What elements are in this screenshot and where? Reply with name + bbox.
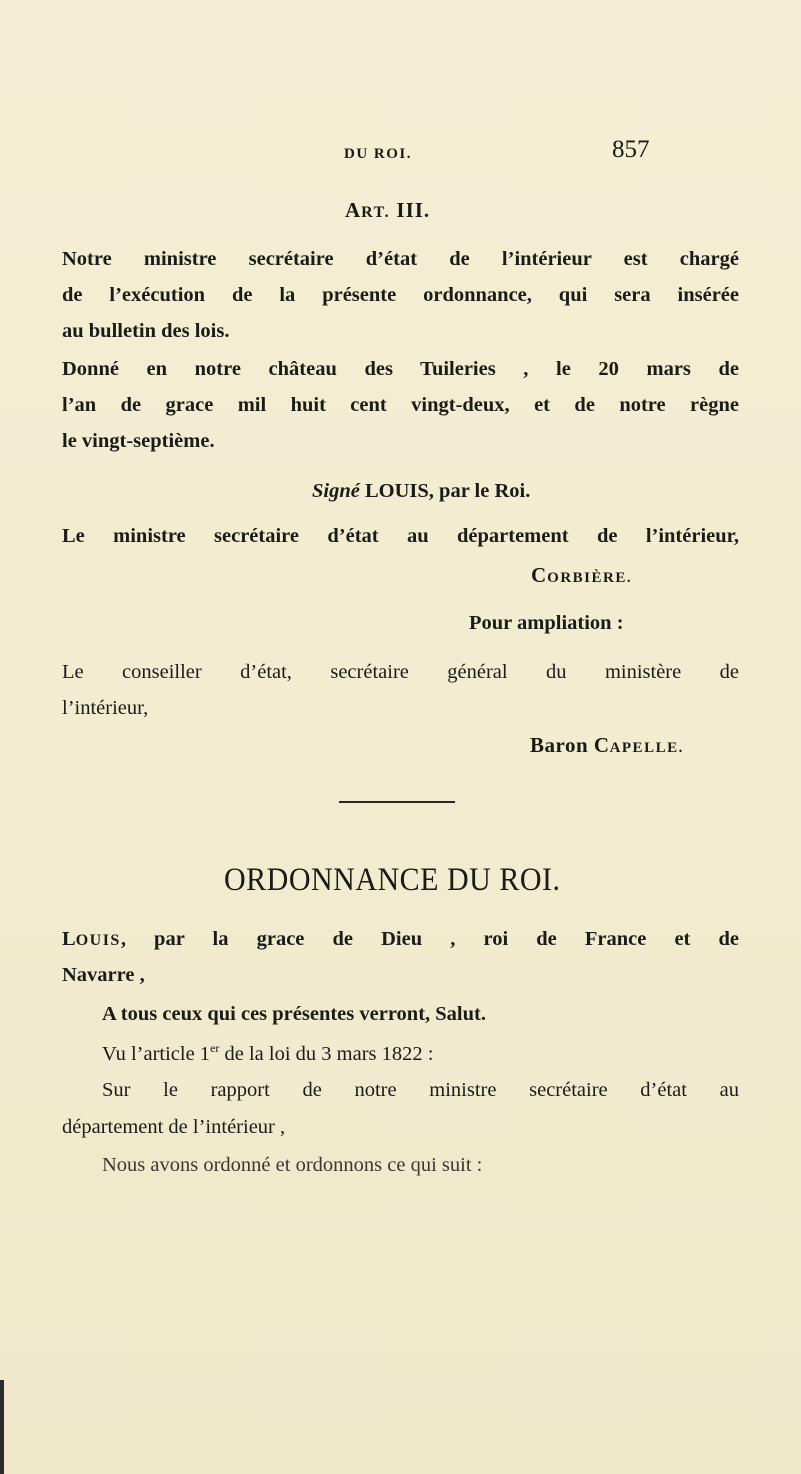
baron-title: Baron: [530, 733, 589, 757]
signed-name: LOUIS, par le Roi.: [364, 480, 531, 502]
article-heading-initial: A: [345, 198, 362, 222]
ordonnance-title: ORDONNANCE DU ROI.: [224, 862, 561, 898]
paragraph1-line1: Notre ministre secrétaire d’état de l’intérieur est chargé: [62, 248, 739, 270]
baron-name-initial: C: [593, 733, 610, 757]
article-heading-numeral: III.: [396, 198, 431, 222]
paragraph2-line3: le vingt-septième.: [62, 430, 215, 452]
minister-line: Le ministre secrétaire d’état au département de l’intérieur,: [62, 525, 739, 547]
louis-line1: [62, 928, 739, 951]
conseiller-line1: Le conseiller d’état, secrétaire général du ministère de: [62, 661, 739, 683]
paragraph2-line1: Donné en notre château des Tuileries , le 20 mars de: [62, 358, 739, 380]
section-divider: [339, 801, 455, 803]
paragraph1-line3: au bulletin des lois.: [62, 320, 230, 342]
paragraph1-line2: de l’exécution de la présente ordonnance, qui sera insérée: [62, 284, 739, 306]
page-number: 857: [612, 136, 650, 163]
vu-line: [102, 1041, 433, 1066]
tous-line: A tous ceux qui ces présentes verront, Salut.: [102, 1003, 486, 1025]
sur-line1: Sur le rapport de notre ministre secrétaire d’état au: [102, 1079, 739, 1101]
page-edge-shadow: [0, 1380, 4, 1474]
baron-name-rest: APELLE.: [609, 740, 684, 756]
minister-name: [531, 563, 632, 588]
minister-name-rest: ORBIÈRE.: [547, 570, 633, 586]
paragraph2-line2: l’an de grace mil huit cent vingt-deux, et de notre règne: [62, 394, 739, 416]
baron-signature: [530, 733, 684, 758]
sur-line2: département de l’intérieur ,: [62, 1116, 286, 1138]
louis-rest: OUIS: [75, 932, 121, 949]
signed-word: Signé: [312, 480, 360, 502]
louis-line2: Navarre ,: [62, 964, 145, 986]
vu-after: de la loi du 3 mars 1822 :: [219, 1042, 434, 1065]
nous-line: Nous avons ordonné et ordonnons ce qui suit :: [102, 1154, 483, 1176]
article-heading: [345, 198, 430, 223]
conseiller-line2: l’intérieur,: [62, 697, 149, 719]
vu-superscript: er: [210, 1041, 220, 1055]
running-head: DU ROI.: [344, 146, 413, 162]
article-heading-rest: RT.: [361, 204, 391, 221]
signature-line: [312, 480, 530, 503]
ampliation-label: Pour ampliation :: [469, 612, 624, 634]
louis-line1-text: , par la grace de Dieu , roi de France et de: [120, 928, 739, 950]
vu-before: Vu l’article 1: [102, 1042, 211, 1065]
minister-name-initial: C: [531, 563, 548, 587]
louis-initial: L: [62, 928, 76, 950]
